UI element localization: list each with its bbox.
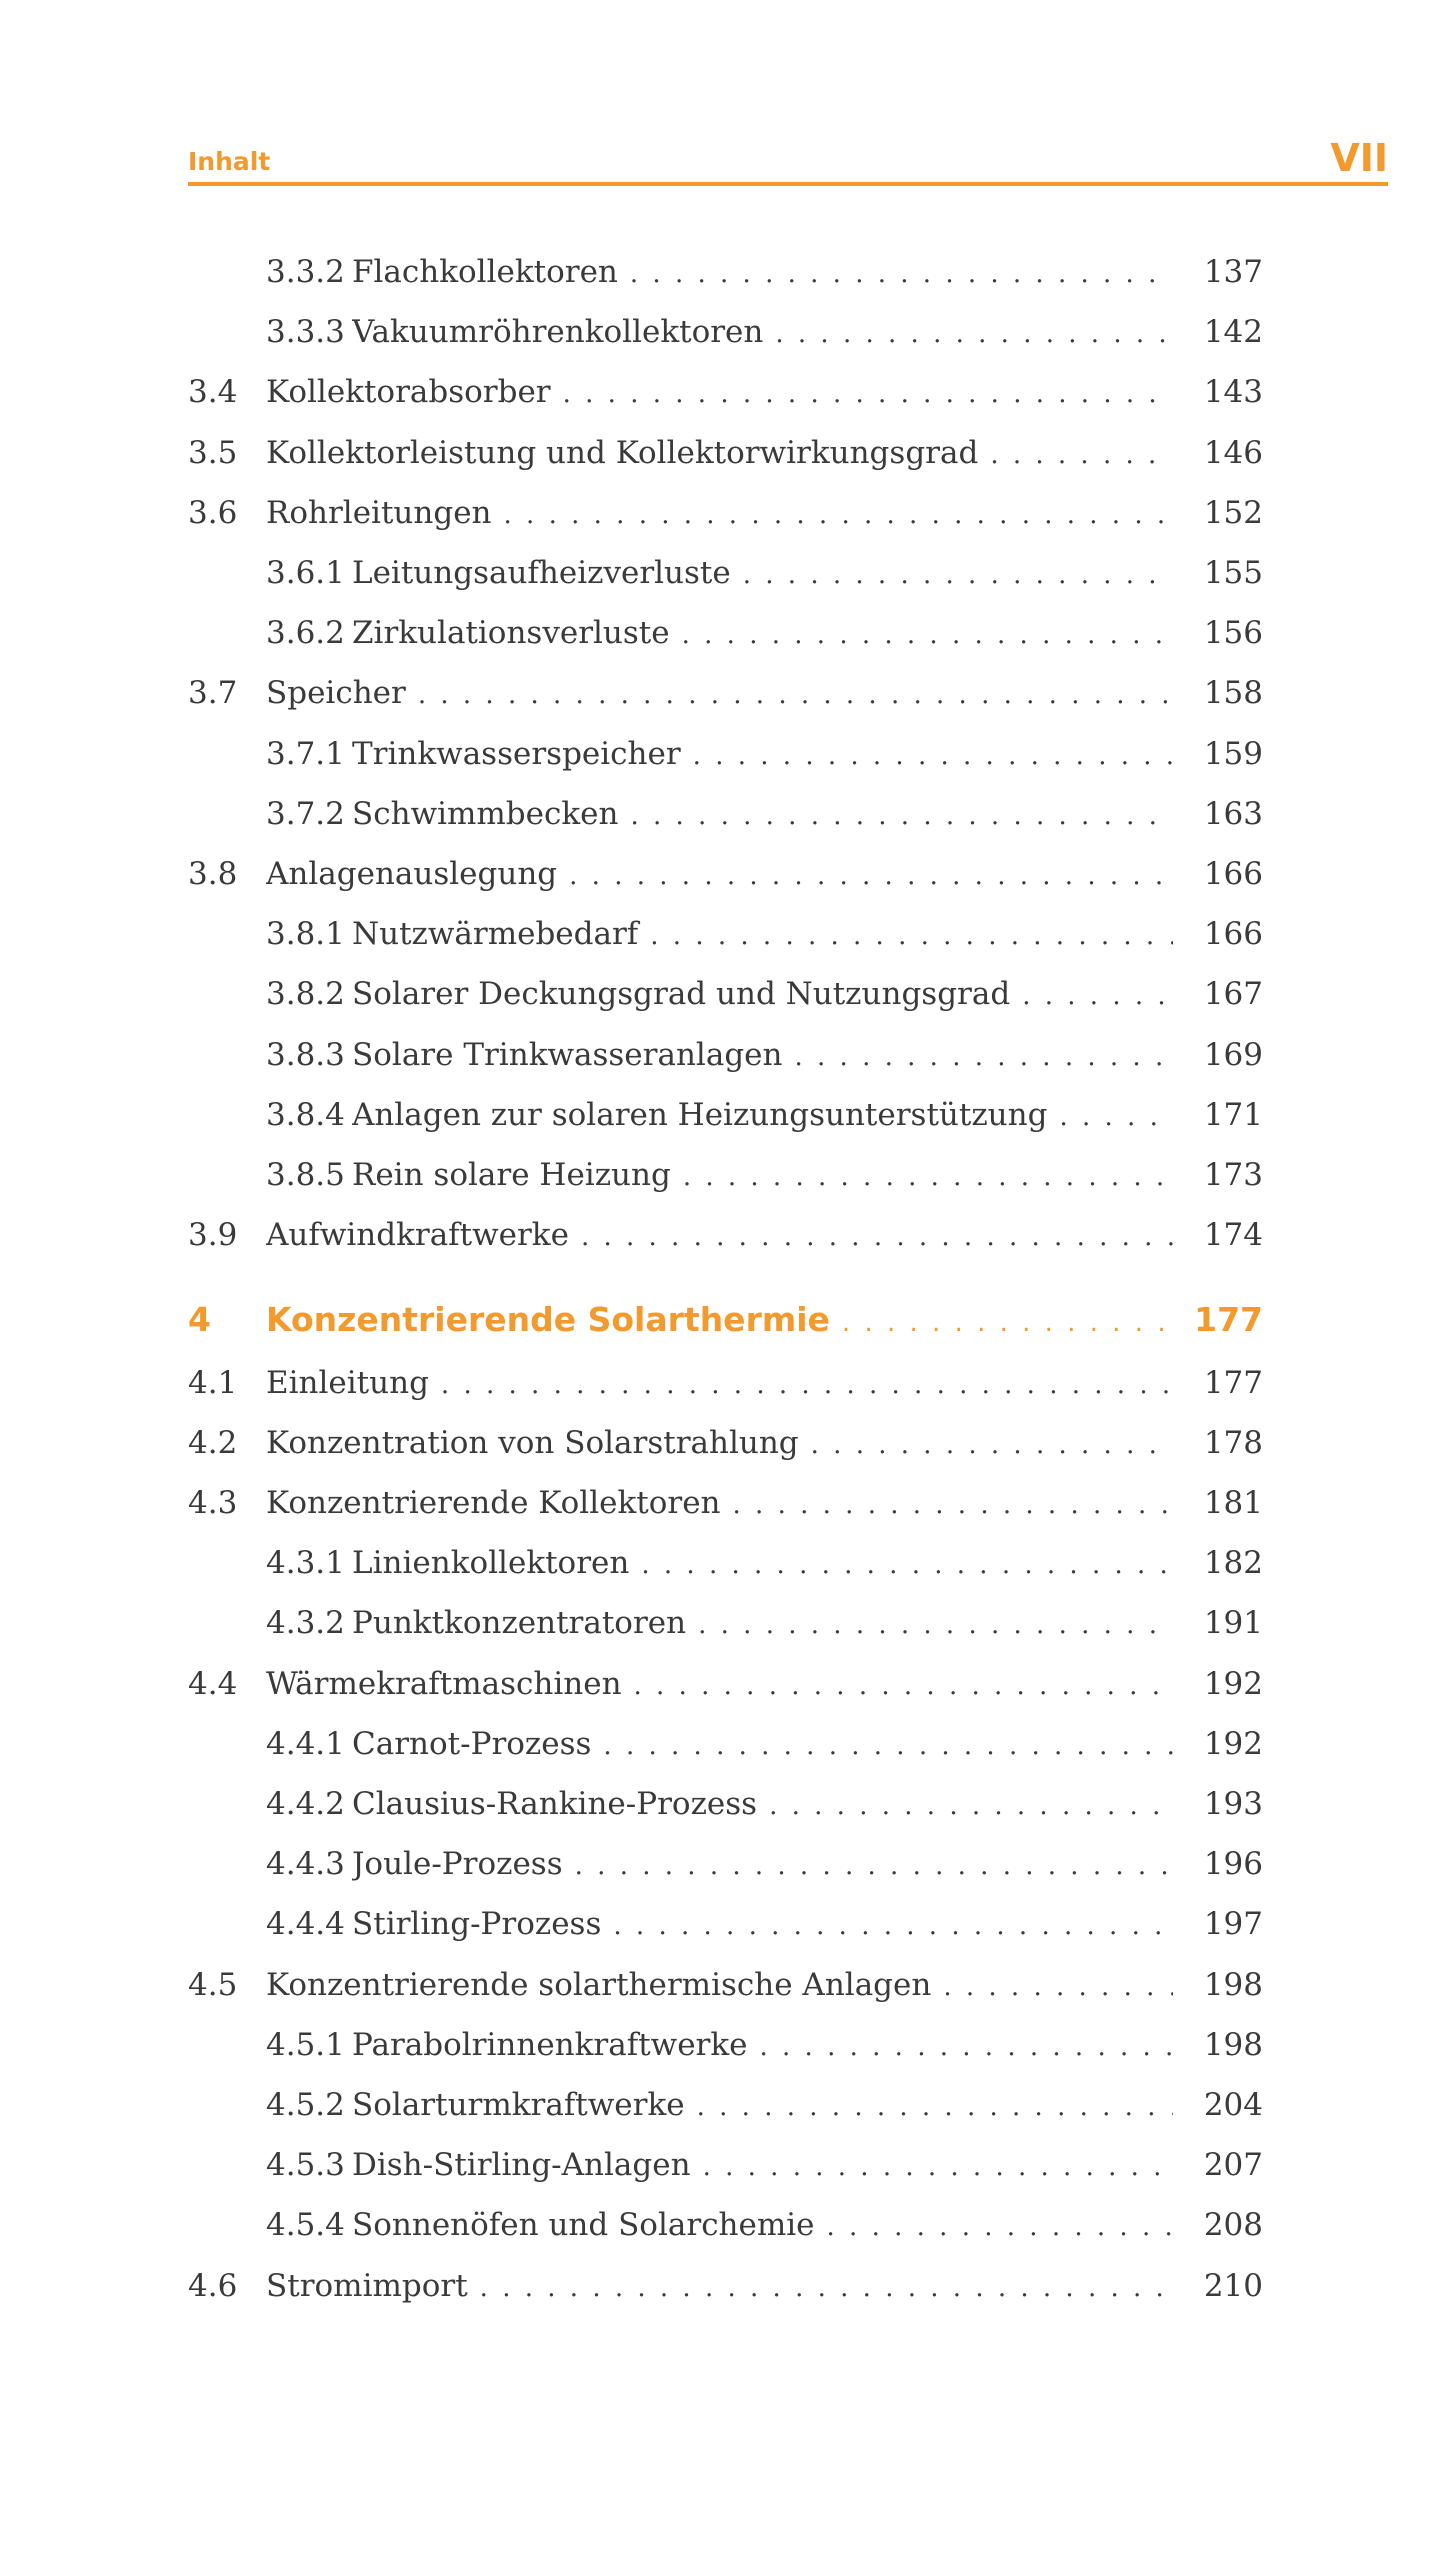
dot-leader [703,2144,1173,2188]
toc-entry-title: Speicher [266,675,406,712]
dot-leader [743,552,1173,596]
toc-entry-page: 210 [1203,2267,1263,2304]
toc-entry-title-wrap [266,1293,1173,1347]
toc-entry-title: Flachkollektoren [352,254,618,290]
toc-entry-page: 166 [1203,856,1263,892]
toc-entry-number: 4.4 [188,1665,238,1702]
dot-leader [441,1362,1173,1406]
toc-entry-title: Solarer Deckungsgrad und Nutzungsgrad [352,976,1011,1013]
dot-leader [630,793,1173,837]
toc-entry-number: 4 [188,1300,211,1340]
dot-leader [563,371,1173,415]
section-label: Inhalt [188,147,271,176]
dot-leader [811,1422,1173,1466]
running-header [188,128,1388,186]
toc-entry-number: 4.4.3 [266,1846,345,1883]
dot-leader [613,1903,1173,1947]
toc-entry[interactable] [0,911,1445,957]
dot-leader [697,2084,1173,2128]
toc-entry-page: 193 [1203,1786,1263,1822]
toc-entry-title: Konzentrierende Solarthermie [266,1300,830,1340]
toc-entry[interactable] [0,1781,1445,1827]
toc-entry[interactable] [0,1480,1445,1526]
toc-entry-title: Stromimport [266,2267,468,2304]
toc-entry[interactable] [0,2202,1445,2248]
toc-entry-title: Joule-Prozess [352,1846,563,1883]
toc-entry-title-wrap [266,851,1173,897]
dot-leader [569,853,1173,897]
toc-entry-title: Stirling-Prozess [352,1906,602,1943]
toc-entry-title: Anlagen zur solaren Heizungsunterstützung [352,1096,1048,1133]
toc-entry-page: 167 [1203,976,1263,1013]
toc-entry-title-wrap [266,369,1173,415]
toc-entry[interactable] [0,610,1445,656]
toc-entry-title-wrap [352,2142,1173,2188]
toc-entry-number: 3.5 [188,434,238,471]
dot-leader [775,311,1173,355]
dot-leader [990,432,1173,476]
toc-entry[interactable] [0,670,1445,716]
toc-entry-title-wrap [352,1032,1173,1078]
page-number: VII [1330,136,1388,180]
toc-entry[interactable] [0,1032,1445,1078]
toc-entry-number: 4.5 [188,1966,238,2003]
toc-entry[interactable] [0,1721,1445,1767]
toc-entry-page: 174 [1203,1217,1263,1254]
toc-entry[interactable] [0,1661,1445,1707]
toc-entry-page: 146 [1203,434,1263,471]
toc-entry-title: Rohrleitungen [266,494,492,531]
toc-entry[interactable] [0,1092,1445,1138]
toc-entry-title: Kollektorabsorber [266,374,551,411]
toc-entry-page: 192 [1203,1725,1263,1762]
toc-entry-title-wrap [266,430,1173,476]
toc-entry-number: 3.7 [188,675,238,712]
toc-entry-title: Leitungsaufheizverluste [352,555,731,591]
toc-entry-page: 181 [1203,1485,1263,1521]
toc-entry-page: 158 [1203,675,1263,712]
toc-entry-title: Konzentrierende solarthermische Anlagen [266,1966,932,2003]
toc-entry-page: 182 [1203,1545,1263,1582]
toc-entry[interactable] [0,490,1445,536]
toc-entry-number: 4.4.1 [266,1725,345,1762]
toc-entry-title: Trinkwasserspeicher [352,735,681,772]
dot-leader [480,2265,1173,2309]
toc-entry-number: 3.7.1 [266,735,345,772]
dot-leader [634,1663,1173,1707]
toc-entry[interactable] [0,851,1445,897]
toc-entry-page: 137 [1203,254,1263,290]
toc-entry[interactable] [0,369,1445,415]
toc-entry-page: 204 [1203,2087,1263,2123]
toc-entry-title-wrap [266,490,1173,536]
toc-entry-number: 4.4.4 [266,1906,345,1943]
toc-entry-page: 178 [1203,1424,1263,1461]
toc-entry-title-wrap [352,1092,1173,1138]
toc-entry-page: 177 [1203,1364,1263,1401]
toc-entry-title-wrap [266,1212,1173,1258]
toc-entry-title: Clausius-Rankine-Prozess [352,1786,758,1822]
toc-entry-page: 196 [1203,1846,1263,1883]
toc-entry-page: 166 [1203,916,1263,953]
toc-entry-title-wrap [352,911,1173,957]
toc-entry-page: 163 [1203,795,1263,832]
toc-entry-title: Anlagenauslegung [266,856,558,892]
toc-entry-page: 191 [1203,1605,1263,1642]
toc-entry-page: 177 [1194,1300,1263,1340]
toc-entry-title: Linienkollektoren [352,1545,630,1582]
toc-entry-number: 4.1 [188,1364,238,1401]
toc-entry[interactable] [0,1420,1445,1466]
toc-entry-number: 3.8.4 [266,1096,345,1133]
toc-entry[interactable] [0,2263,1445,2309]
toc-entry-page: 208 [1203,2207,1263,2244]
dot-leader [575,1843,1173,1887]
toc-entry-title-wrap [266,1962,1173,2008]
toc-entry-title: Parabolrinnenkraftwerke [352,2026,748,2063]
toc-entry-page: 192 [1203,1665,1263,1702]
toc-entry-number: 4.6 [188,2267,238,2304]
toc-entry-title-wrap [352,1721,1173,1767]
toc-entry-title-wrap [266,670,1173,716]
toc-entry-title-wrap [352,2202,1173,2248]
dot-leader [842,1296,1173,1347]
dot-leader [733,1482,1173,1526]
toc-entry[interactable] [0,1600,1445,1646]
toc-entry-number: 4.5.3 [266,2147,345,2184]
toc-entry-number: 3.3.2 [266,254,345,290]
toc-entry-number: 3.6.1 [266,555,345,591]
toc-entry-number: 3.9 [188,1217,238,1254]
toc-entry-number: 3.8.5 [266,1157,345,1193]
toc-entry[interactable] [0,2022,1445,2068]
toc-entry-number: 3.4 [188,374,238,411]
toc-entry-number: 3.8.1 [266,916,345,953]
toc-chapter-entry[interactable] [0,1293,1445,1347]
toc-entry[interactable] [0,1152,1445,1198]
toc-entry-title-wrap [266,1420,1173,1466]
toc-entry-title: Carnot-Prozess [352,1725,592,1762]
toc-entry-number: 4.2 [188,1424,238,1461]
toc-entry[interactable] [0,2082,1445,2128]
toc-entry-title-wrap [352,249,1173,295]
toc-entry-title-wrap [352,1600,1173,1646]
toc-entry-number: 3.7.2 [266,795,345,832]
toc-entry-title-wrap [266,1661,1173,1707]
toc-entry-page: 173 [1203,1157,1263,1193]
toc-entry-page: 198 [1203,2026,1263,2063]
toc-entry[interactable] [0,1360,1445,1406]
toc-entry-number: 4.5.2 [266,2087,345,2123]
toc-entry[interactable] [0,1212,1445,1258]
toc-entry[interactable] [0,971,1445,1017]
toc-entry-title-wrap [352,1540,1173,1586]
toc-entry-number: 4.5.4 [266,2207,345,2244]
toc-entry-page: 198 [1203,1966,1263,2003]
dot-leader [794,1034,1173,1078]
toc-entry-page: 169 [1203,1036,1263,1073]
toc-entry[interactable] [0,791,1445,837]
toc-entry-title-wrap [352,610,1173,656]
toc-entry-number: 3.8.2 [266,976,345,1013]
toc-entry[interactable] [0,249,1445,295]
dot-leader [698,1602,1173,1646]
dot-leader [769,1783,1173,1827]
dot-leader [943,1964,1173,2008]
dot-leader [418,672,1173,716]
toc-entry[interactable] [0,731,1445,777]
toc-entry-title-wrap [266,2263,1173,2309]
toc-entry-page: 155 [1203,555,1263,591]
toc-entry-number: 4.4.2 [266,1786,345,1822]
toc-entry-title: Aufwindkraftwerke [266,1217,569,1254]
toc-entry-title: Sonnenöfen und Solarchemie [352,2207,815,2244]
dot-leader [641,1542,1173,1586]
toc-entry-title: Wärmekraftmaschinen [266,1665,622,1702]
dot-leader [683,1154,1173,1198]
toc-entry-page: 156 [1203,615,1263,652]
toc-entry-number: 4.3.1 [266,1545,345,1582]
toc-entry-title-wrap [352,2082,1173,2128]
toc-entry-title-wrap [352,2022,1173,2068]
toc-entry-title: Einleitung [266,1364,429,1401]
toc-entry-title-wrap [352,971,1173,1017]
toc-entry-number: 3.8 [188,856,238,892]
toc-entry-page: 207 [1203,2147,1263,2184]
toc-entry[interactable] [0,1841,1445,1887]
toc-entry-title: Vakuumröhrenkollektoren [352,314,764,351]
toc-entry-title: Konzentrierende Kollektoren [266,1485,721,1521]
dot-leader [581,1214,1173,1258]
toc-entry-title: Nutzwärmebedarf [352,916,639,953]
toc-entry[interactable] [0,550,1445,596]
toc-entry-number: 3.3.3 [266,314,345,351]
toc-entry-title-wrap [352,731,1173,777]
toc-entry-title-wrap [352,309,1173,355]
toc-entry-title: Punktkonzentratoren [352,1605,687,1642]
dot-leader [1022,973,1173,1017]
toc-entry[interactable] [0,1901,1445,1947]
toc-entry-title: Zirkulationsverluste [352,615,670,652]
dot-leader [650,913,1173,957]
toc-entry-number: 4.3 [188,1485,238,1521]
toc-entry-number: 4.5.1 [266,2026,345,2063]
dot-leader [504,492,1173,536]
toc-entry-page: 171 [1203,1096,1263,1133]
toc-entry-title-wrap [352,550,1173,596]
dot-leader [827,2204,1173,2248]
toc-entry-title-wrap [352,1901,1173,1947]
toc-entry-title-wrap [352,791,1173,837]
toc-entry-title-wrap [352,1841,1173,1887]
toc-entry-title-wrap [266,1480,1173,1526]
toc-entry-title-wrap [352,1781,1173,1827]
toc-entry-page: 197 [1203,1906,1263,1943]
toc-entry-title-wrap [266,1360,1173,1406]
toc-entry-title: Dish-Stirling-Anlagen [352,2147,691,2184]
toc-entry-page: 143 [1203,374,1263,411]
toc-entry[interactable] [0,2142,1445,2188]
toc-entry-title-wrap [352,1152,1173,1198]
dot-leader [1059,1094,1173,1138]
toc-entry[interactable] [0,430,1445,476]
toc-entry-number: 3.6.2 [266,615,345,652]
toc-entry[interactable] [0,309,1445,355]
toc-entry-number: 3.8.3 [266,1036,345,1073]
toc-entry-page: 152 [1203,494,1263,531]
toc-entry-title: Solarturmkraftwerke [352,2087,685,2123]
toc-entry-title: Solare Trinkwasseranlagen [352,1036,783,1073]
toc-entry-page: 142 [1203,314,1263,351]
toc-entry-title: Kollektorleistung und Kollektorwirkungsgrad [266,434,979,471]
toc-entry-number: 4.3.2 [266,1605,345,1642]
dot-leader [760,2024,1174,2068]
toc-entry-number: 3.6 [188,494,238,531]
dot-leader [630,251,1173,295]
toc-entry-title: Schwimmbecken [352,795,619,832]
toc-entry[interactable] [0,1540,1445,1586]
toc-entry-page: 159 [1203,735,1263,772]
toc-entry-title: Konzentration von Solarstrahlung [266,1424,799,1461]
dot-leader [682,612,1173,656]
toc-entry-title: Rein solare Heizung [352,1157,671,1193]
dot-leader [693,733,1173,777]
toc-entry[interactable] [0,1962,1445,2008]
dot-leader [603,1723,1173,1767]
